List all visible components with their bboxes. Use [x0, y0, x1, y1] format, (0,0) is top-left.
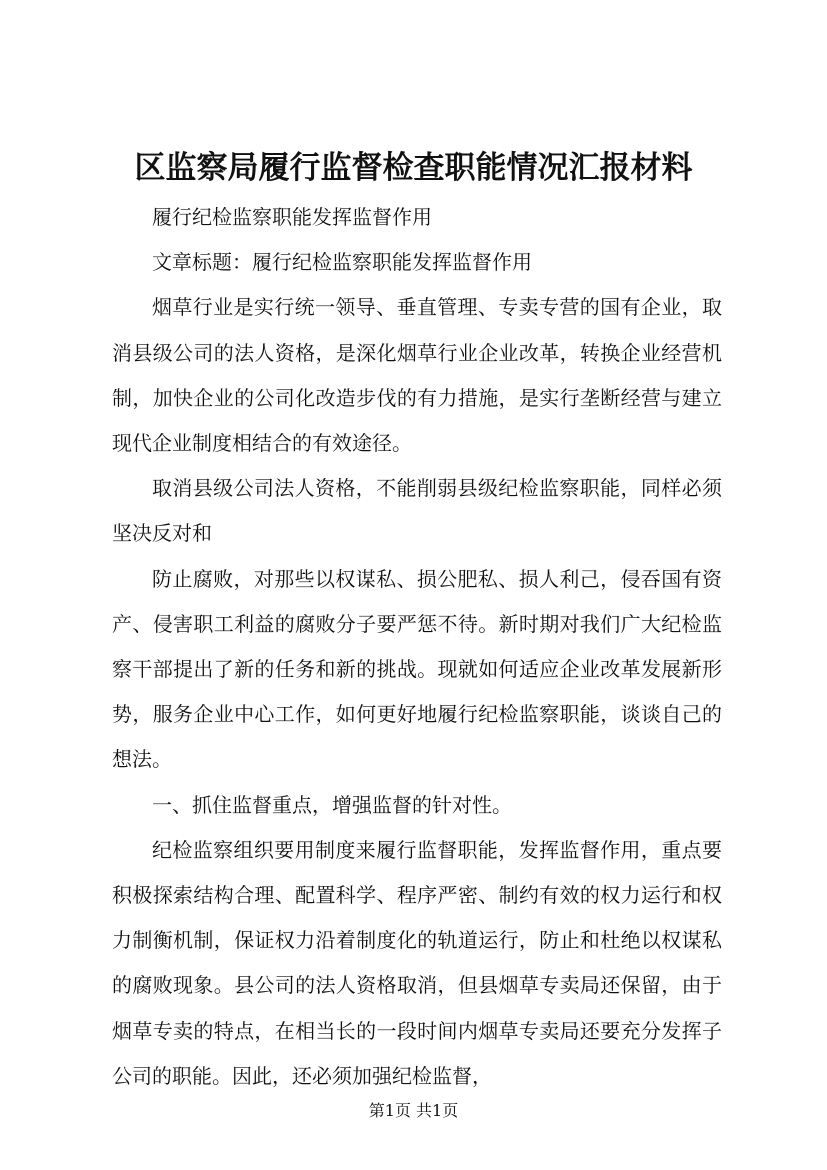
document-title: 区监察局履行监督检查职能情况汇报材料 — [134, 150, 693, 186]
document-body — [112, 195, 722, 1099]
paragraph-subtitle: 履行纪检监察职能发挥监督作用 — [152, 205, 432, 229]
section-heading-1: 一、抓住监督重点，增强监督的针对性。 — [152, 792, 512, 817]
paragraph-supervision: 纪检监察组织要用制度来履行监督职能，发挥监督作用，重点要积极探索结构合理、配置科学、程序严密、制约有效的权力运行和权力制衡机制，保证权力沿着制度化的轨道运行，防止和杜绝以权谋私的腐败现象。县公司的法人资格取消，但县烟草专卖局还保留，由于烟草专卖的特点，在相当长的一段时间内烟草专卖局还要充分发挥子公司的职能。因此，还必须加强纪检监督， — [112, 837, 722, 1088]
paragraph-intro: 烟草行业是实行统一领导、垂直管理、专卖专营的国有企业，取消县级公司的法人资格，是深化烟草行业企业改革，转换企业经营机制，加快企业的公司化改造步伐的有力措施，是实行垄断经营与建立现代企业制度相结合的有效途径。 — [112, 295, 722, 456]
page-footer: 第1页 共1页 — [368, 1101, 459, 1120]
paragraph-anti-corruption: 防止腐败，对那些以权谋私、损公肥私、损人利己，侵吞国有资产、侵害职工利益的腐败分子要严惩不待。新时期对我们广大纪检监察干部提出了新的任务和新的挑战。现就如何适应企业改革发展新形势，服务企业中心工作，如何更好地履行纪检监察职能，谈谈自己的想法。 — [112, 566, 722, 772]
paragraph-cancel-status: 取消县级公司法人资格，不能削弱县级纪检监察职能，同样必须坚决反对和 — [112, 476, 722, 546]
paragraph-article-title: 文章标题：履行纪检监察职能发挥监督作用 — [152, 250, 532, 275]
